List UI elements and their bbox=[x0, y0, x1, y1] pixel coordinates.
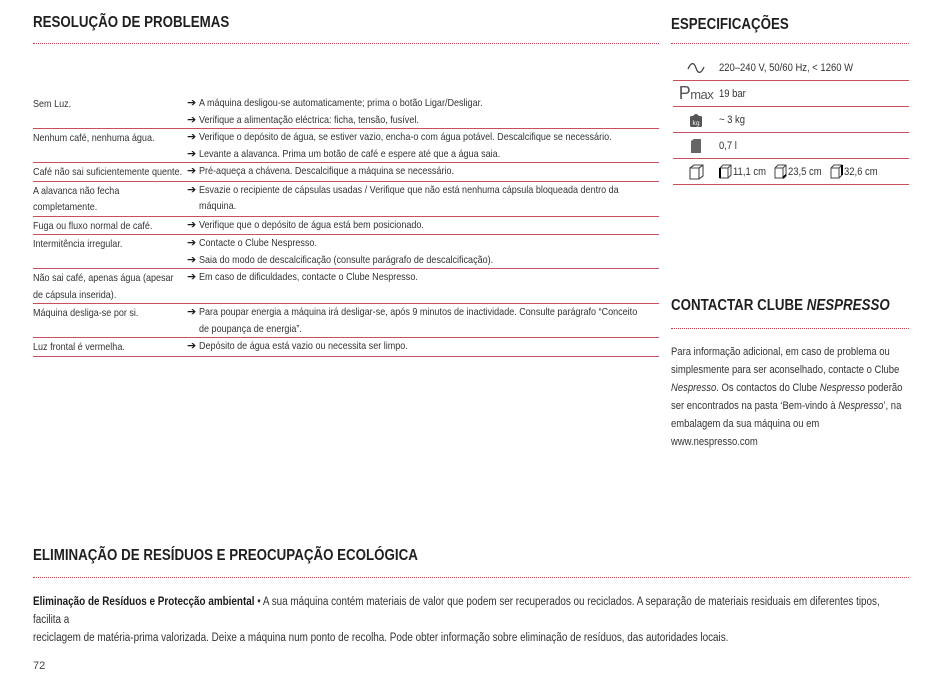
trouble-solutions bbox=[183, 163, 709, 181]
trouble-row bbox=[33, 217, 659, 236]
trouble-solution-text: Verifique que o depósito de água está bem posicionado. bbox=[199, 218, 424, 231]
trouble-solutions bbox=[183, 182, 709, 216]
trouble-problem bbox=[33, 129, 162, 162]
spec-depth: 23,5 cm bbox=[788, 165, 822, 178]
arrow-right-icon: ➔ bbox=[187, 165, 197, 177]
trouble-solution-text: Pré-aqueça a chávena. Descalcifique a máquina se necessário. bbox=[199, 165, 455, 177]
trouble-solution-text: Em caso de dificuldades, contacte o Clube Nespresso. bbox=[199, 271, 418, 283]
contact-text-fragment: ser encontrados na pasta ‘Bem-vindo à bbox=[671, 400, 839, 412]
troubleshooting-divider bbox=[33, 43, 659, 44]
trouble-solutions bbox=[183, 217, 709, 235]
spec-row-pressure bbox=[673, 81, 909, 107]
eco-bullet: • bbox=[254, 596, 263, 608]
trouble-problem-text: Máquina desliga-se por si. bbox=[33, 307, 139, 319]
trouble-row bbox=[33, 182, 659, 217]
contact-line: embalagem da sua máquina ou em www.nespresso.com bbox=[671, 418, 820, 448]
trouble-solution-text: Para poupar energia a máquina irá desligar-se, após 9 minutos de inactividade. Consulte parágrafo “Conceito de poupança de energia”. bbox=[199, 306, 638, 335]
specs-table bbox=[673, 55, 909, 185]
contact-title bbox=[671, 297, 890, 315]
arrow-right-icon: ➔ bbox=[187, 340, 197, 352]
arrow-right-icon: ➔ bbox=[187, 131, 197, 143]
specs-title: ESPECIFICAÇÕES bbox=[671, 16, 789, 33]
trouble-problem bbox=[33, 304, 162, 337]
trouble-row bbox=[33, 338, 659, 357]
pmax-icon: Pmax bbox=[678, 83, 714, 103]
trouble-solution-text: Verifique o depósito de água, se estiver vazio, encha-o com água potável. Descalcifique se necessário. bbox=[199, 131, 612, 143]
eco-line bbox=[33, 593, 910, 629]
trouble-solutions bbox=[183, 95, 709, 128]
spec-row-weight bbox=[673, 107, 909, 133]
svg-text:kg: kg bbox=[692, 119, 700, 127]
brand-name: Nespresso bbox=[671, 382, 717, 394]
spec-weight: ~ 3 kg bbox=[719, 113, 746, 126]
arrow-right-icon: ➔ bbox=[187, 147, 197, 160]
trouble-problem-text: Sem Luz. bbox=[33, 98, 72, 110]
trouble-solution bbox=[187, 252, 709, 269]
ac-wave-icon bbox=[673, 63, 719, 73]
eco-line2: reciclagem de matéria-prima valorizada. Deixe a máquina num ponto de recolha. Pode obter informação sobre eliminação de resíduos, das autoridades locais. bbox=[33, 632, 729, 644]
trouble-solutions bbox=[183, 235, 709, 268]
arrow-right-icon: ➔ bbox=[187, 306, 197, 318]
eco-title: ELIMINAÇÃO DE RESÍDUOS E PREOCUPAÇÃO ECOLÓGICA bbox=[33, 547, 418, 564]
contact-text-fragment: ’, na bbox=[883, 400, 902, 412]
contact-text-fragment: poderão bbox=[865, 382, 903, 394]
trouble-solution bbox=[187, 304, 709, 337]
trouble-row bbox=[33, 235, 659, 269]
arrow-right-icon: ➔ bbox=[187, 271, 197, 283]
spec-row-voltage bbox=[673, 55, 909, 81]
trouble-solution-text: Contacte o Clube Nespresso. bbox=[199, 237, 317, 249]
arrow-right-icon: ➔ bbox=[187, 253, 197, 266]
trouble-solution bbox=[187, 217, 709, 234]
trouble-solution bbox=[187, 235, 709, 252]
trouble-solutions bbox=[183, 129, 709, 162]
trouble-problem bbox=[33, 182, 162, 216]
contact-line: Para informação adicional, em caso de problema ou bbox=[671, 346, 890, 358]
trouble-solution bbox=[187, 129, 709, 146]
spec-height: 32,6 cm bbox=[844, 165, 879, 178]
trouble-problem bbox=[33, 217, 162, 235]
trouble-row bbox=[33, 95, 659, 129]
trouble-solution-text: Verifique a alimentação eléctrica: ficha, tensão, fusível. bbox=[199, 113, 419, 126]
arrow-right-icon: ➔ bbox=[187, 97, 197, 109]
trouble-problem-text: Não sai café, apenas água (apesar de cápsula inserida). bbox=[33, 272, 174, 301]
brand-name: Nespresso bbox=[819, 382, 866, 394]
weight-icon bbox=[673, 112, 719, 128]
contact-line: simplesmente para ser aconselhado, contacte o Clube bbox=[671, 364, 900, 376]
arrow-right-icon: ➔ bbox=[187, 237, 197, 249]
trouble-problem-text: Luz frontal é vermelha. bbox=[33, 341, 125, 353]
eco-text bbox=[33, 593, 910, 647]
width-icon bbox=[719, 164, 732, 179]
trouble-solution bbox=[187, 146, 709, 163]
troubleshooting-table bbox=[33, 95, 659, 357]
trouble-problem bbox=[33, 338, 162, 356]
specs-divider bbox=[671, 43, 909, 44]
trouble-solutions bbox=[183, 269, 709, 303]
trouble-problem-text: Café não sai suficientemente quente. bbox=[33, 166, 183, 178]
trouble-row bbox=[33, 129, 659, 163]
trouble-problem-text: Intermitência irregular. bbox=[33, 238, 123, 250]
trouble-solutions bbox=[183, 304, 709, 337]
trouble-solution-text: Levante a alavanca. Prima um botão de café e espere até que a água saia. bbox=[199, 147, 501, 160]
trouble-problem-text: Fuga ou fluxo normal de café. bbox=[33, 219, 153, 232]
contact-text-fragment: . Os contactos do Clube bbox=[716, 382, 820, 394]
box-dimensions-icon bbox=[673, 164, 719, 180]
spec-row-tank bbox=[673, 133, 909, 159]
trouble-solution-text: Depósito de água está vazio ou necessita ser limpo. bbox=[199, 340, 408, 352]
contact-text bbox=[671, 343, 903, 451]
trouble-row bbox=[33, 269, 659, 304]
trouble-solution bbox=[187, 163, 709, 180]
trouble-solution bbox=[187, 269, 709, 286]
page-number: 72 bbox=[33, 660, 46, 672]
arrow-right-icon: ➔ bbox=[187, 113, 197, 126]
spec-voltage: 220–240 V, 50/60 Hz, < 1260 W bbox=[719, 61, 854, 74]
trouble-problem bbox=[33, 163, 183, 181]
trouble-problem bbox=[33, 95, 162, 128]
trouble-solution bbox=[187, 95, 709, 112]
contact-divider bbox=[671, 328, 909, 329]
water-tank-icon bbox=[673, 138, 719, 154]
trouble-solutions bbox=[183, 338, 709, 356]
spec-row-dimensions bbox=[673, 159, 909, 185]
eco-divider bbox=[33, 577, 909, 578]
trouble-row bbox=[33, 163, 659, 182]
trouble-solution bbox=[187, 112, 709, 129]
contact-line bbox=[671, 397, 903, 415]
eco-bold-label: Eliminação de Resíduos e Protecção ambiental bbox=[33, 596, 255, 608]
spec-width: 11,1 cm bbox=[733, 165, 766, 178]
trouble-solution-text: Saia do modo de descalcificação (consulte parágrafo de descalcificação). bbox=[199, 253, 494, 266]
trouble-problem bbox=[33, 269, 174, 303]
trouble-problem bbox=[33, 235, 162, 268]
contact-title-prefix: CONTACTAR CLUBE bbox=[671, 297, 807, 314]
trouble-solution-text: A máquina desligou-se automaticamente; prima o botão Ligar/Desligar. bbox=[199, 97, 483, 109]
trouble-solution-text: Esvazie o recipiente de cápsulas usadas / Verifique que não está nenhuma cápsula bloqueada dentro da máquina. bbox=[199, 183, 619, 212]
brand-name: Nespresso bbox=[838, 400, 884, 412]
eco-line1: A sua máquina contém materiais de valor que podem ser recuperados ou reciclados. A separação de materiais residuais em diferentes tipos, facilita a bbox=[33, 596, 880, 626]
troubleshooting-title: RESOLUÇÃO DE PROBLEMAS bbox=[33, 14, 230, 31]
depth-icon bbox=[774, 164, 787, 179]
contact-title-brand: NESPRESSO bbox=[806, 297, 890, 314]
trouble-row bbox=[33, 304, 659, 338]
trouble-solution bbox=[187, 182, 709, 215]
spec-pressure: 19 bar bbox=[719, 87, 746, 100]
spec-tank: 0,7 l bbox=[719, 139, 737, 152]
trouble-problem-text: A alavanca não fecha completamente. bbox=[33, 184, 120, 213]
trouble-solution bbox=[187, 338, 709, 355]
arrow-right-icon: ➔ bbox=[187, 218, 197, 231]
height-icon bbox=[830, 164, 843, 179]
arrow-right-icon: ➔ bbox=[187, 183, 197, 196]
trouble-problem-text: Nenhum café, nenhuma água. bbox=[33, 132, 155, 144]
contact-line bbox=[671, 379, 903, 397]
